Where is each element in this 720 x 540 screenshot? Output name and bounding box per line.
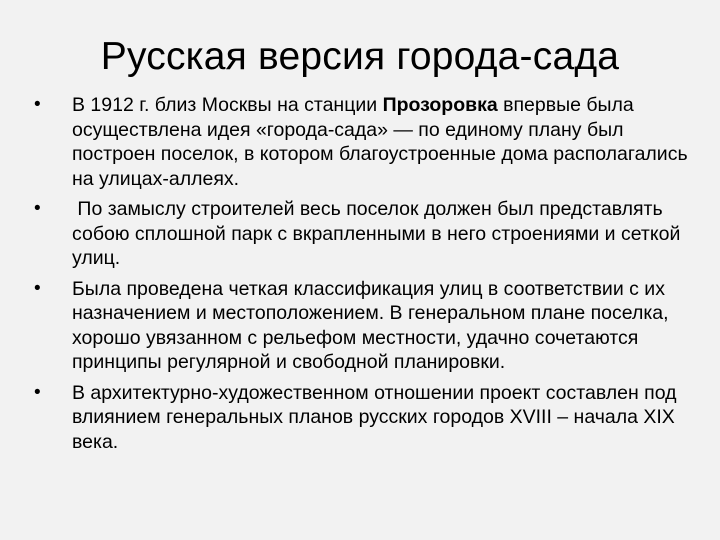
bullet-2-text: По замыслу строителей весь поселок должен был представлять собою сплошной парк с вкрапленными в него строениями и сеткой улиц. xyxy=(72,198,686,269)
bullet-4-text: В архитектурно-художественном отношении проект составлен под влиянием генеральных планов русских городов XVIII – начала XIX века. xyxy=(72,381,677,453)
bullet-dot-icon: • xyxy=(34,94,41,115)
slide-title: Русская версия города-сада xyxy=(100,35,620,78)
bullet-dot-icon: • xyxy=(34,381,41,403)
bullet-item-2 xyxy=(34,197,694,271)
bullet-dot-icon: • xyxy=(34,198,41,219)
bullet-item-1 xyxy=(34,93,694,191)
bullet-3-text: Была проведена четкая классификация улиц в соответствии с их назначением и местоположением. В генеральном плане поселка, хорошо увязанном с рельефом местности, удачно сочетаются принципы регулярной и свободной планировки. xyxy=(72,277,669,373)
bullet-item-3 xyxy=(34,277,694,375)
bullet-item-4 xyxy=(34,381,694,455)
bullet-1-text-start: В 1912 г. близ Москвы на станции xyxy=(72,94,383,116)
bullet-1-bold-station: Прозоровка xyxy=(382,94,498,116)
bullet-1-text-end: впервые была осуществлена идея «города-сада» — по единому плану был построен поселок, в котором благоустроенные дома располагались на улицах-аллеях. xyxy=(72,94,688,190)
bullet-dot-icon: • xyxy=(34,277,41,299)
bullet-list xyxy=(34,93,694,460)
